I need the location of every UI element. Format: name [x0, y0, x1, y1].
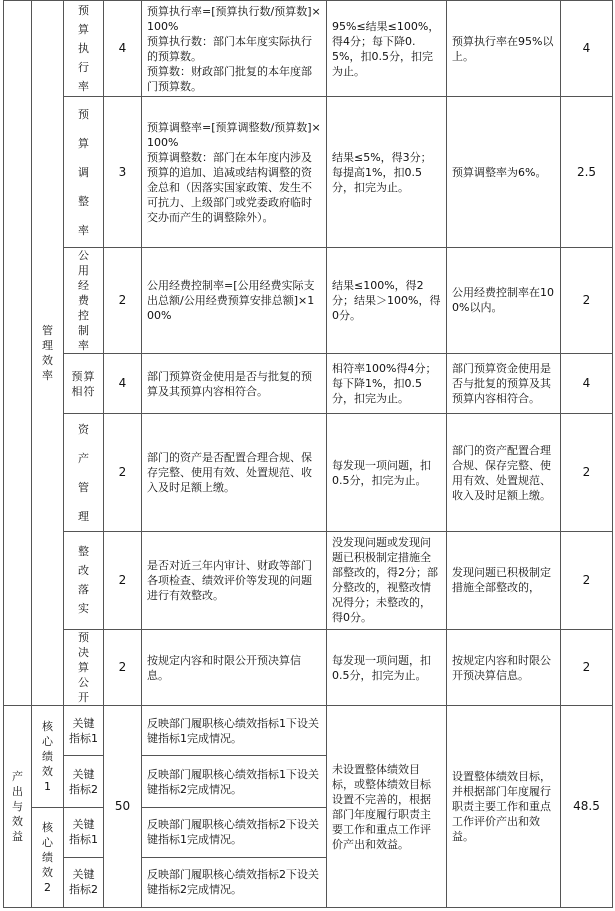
category-label: 管理效率 — [42, 324, 53, 383]
result-cell: 预算调整率为6%。 — [447, 97, 561, 247]
indicator-cell — [64, 414, 104, 531]
table-row — [4, 531, 613, 629]
key-indicator-cell: 关键指标1 — [64, 807, 104, 857]
scoring-cell: 每发现一项问题，扣0.5分，扣完为止。 — [327, 414, 447, 531]
indicator-label: 资产管理 — [78, 422, 89, 523]
indicator-label: 预算调整率 — [78, 107, 89, 237]
indicator-cell — [64, 97, 104, 247]
definition-text: 预算调整率=[预算调整数/预算数]×100% 预算调整数：部门在本年度内涉及预算的追加、追减或结构调整的资金总和（因落实国家政策、发生不可抗力、上级部门或党委政府临时交办而产生的调整除外）。 — [147, 120, 321, 224]
result-cell: 发现问题已积极制定措施全部整改的， — [447, 531, 561, 629]
score-cell: 2 — [561, 414, 613, 531]
definition-cell — [142, 1, 327, 97]
category-cell — [32, 1, 64, 706]
scoring-cell: 95%≤结果≤100%，得4分；每下降0.5%，扣0.5分，扣完为止。 — [327, 1, 447, 97]
table-row — [4, 706, 613, 756]
definition-cell: 反映部门履职核心绩效指标1下设关键指标1完成情况。 — [142, 706, 327, 756]
result-cell: 部门预算资金使用是否与批复的预算及其预算内容相符合。 — [447, 354, 561, 414]
table-row — [4, 414, 613, 531]
indicator-cell — [64, 247, 104, 353]
indicator-cell — [64, 1, 104, 97]
table-row — [4, 1, 613, 97]
definition-cell: 公用经费控制率=[公用经费实际支出总额/公用经费预算安排总额]×100% — [142, 247, 327, 353]
definition-cell: 是否对近三年内审计、财政等部门各项检查、绩效评价等发现的问题进行有效整改。 — [142, 531, 327, 629]
table-row — [4, 630, 613, 706]
table-row — [4, 97, 613, 247]
definition-cell: 按规定内容和时限公开预决算信息。 — [142, 630, 327, 706]
indicator-label: 整改落实 — [78, 545, 89, 616]
weight-cell: 2 — [104, 531, 142, 629]
weight-cell: 4 — [104, 1, 142, 97]
result-cell: 按规定内容和时限公开预决算信息。 — [447, 630, 561, 706]
definition-text: 预算执行率=[预算执行数/预算数]×100% 预算执行数：部门本年度实际执行的预算数。 预算数：财政部门批复的本年度部门预算数。 — [147, 4, 321, 93]
evaluation-table — [3, 0, 613, 908]
definition-cell: 部门的资产是否配置合理合规、保存完整、使用有效、处置规范、收入及时足额上缴。 — [142, 414, 327, 531]
scoring-cell: 结果≤5%，得3分；每提高1%，扣0.5分，扣完为止。 — [327, 97, 447, 247]
indicator-cell — [64, 531, 104, 629]
score-cell: 48.5 — [561, 706, 613, 908]
definition-cell: 部门预算资金使用是否与批复的预算及其预算内容相符合。 — [142, 354, 327, 414]
score-cell: 4 — [561, 1, 613, 97]
category-label: 产出与效益 — [12, 770, 23, 844]
key-indicator-cell: 关键指标2 — [64, 857, 104, 907]
indicator-label: 预决算公开 — [78, 631, 89, 705]
weight-cell: 3 — [104, 97, 142, 247]
group-label: 核心绩效2 — [42, 820, 53, 894]
scoring-cell: 结果≤100%，得2分；结果＞100%，得0分。 — [327, 247, 447, 353]
indicator-cell: 预算相符 — [64, 354, 104, 414]
definition-cell: 反映部门履职核心绩效指标1下设关键指标2完成情况。 — [142, 756, 327, 807]
key-indicator-cell: 关键指标1 — [64, 706, 104, 756]
weight-cell: 2 — [104, 414, 142, 531]
definition-cell: 反映部门履职核心绩效指标2下设关键指标2完成情况。 — [142, 857, 327, 907]
definition-cell — [142, 97, 327, 247]
table-row — [4, 247, 613, 353]
category-cell — [4, 706, 32, 908]
score-cell: 4 — [561, 354, 613, 414]
result-cell: 设置整体绩效目标，并根据部门年度履行职责主要工作和重点工作评价产出和效益。 — [447, 706, 561, 908]
score-cell: 2.5 — [561, 97, 613, 247]
indicator-label: 公用经费控制率 — [78, 248, 89, 352]
score-cell: 2 — [561, 531, 613, 629]
result-cell: 部门的资产配置合理合规、保存完整、使用有效、处置规范、收入及时足额上缴。 — [447, 414, 561, 531]
indicator-label: 预算执行率 — [78, 4, 89, 94]
group-cell — [32, 706, 64, 807]
table-row — [4, 354, 613, 414]
score-cell: 2 — [561, 630, 613, 706]
indicator-cell — [64, 630, 104, 706]
weight-cell: 4 — [104, 354, 142, 414]
group-label: 核心绩效1 — [42, 719, 53, 793]
score-cell: 2 — [561, 247, 613, 353]
weight-cell: 50 — [104, 706, 142, 908]
result-cell: 预算执行率在95%以上。 — [447, 1, 561, 97]
blank-cell — [4, 1, 32, 706]
scoring-cell: 没发现问题或发现问题已积极制定措施全部整改的，得2分；部分整改的，视整改情况得分；未整改的，得0分。 — [327, 531, 447, 629]
scoring-cell: 每发现一项问题，扣0.5分，扣完为止。 — [327, 630, 447, 706]
scoring-cell: 未设置整体绩效目标，或整体绩效目标设置不完善的，根据部门年度履行职责主要工作和重点工作评价产出和效益。 — [327, 706, 447, 908]
group-cell — [32, 807, 64, 907]
key-indicator-cell: 关键指标2 — [64, 756, 104, 807]
weight-cell: 2 — [104, 247, 142, 353]
scoring-cell: 相符率100%得4分；每下降1%，扣0.5分，扣完为止。 — [327, 354, 447, 414]
definition-cell: 反映部门履职核心绩效指标2下设关键指标1完成情况。 — [142, 807, 327, 857]
weight-cell: 2 — [104, 630, 142, 706]
result-cell: 公用经费控制率在100%以内。 — [447, 247, 561, 353]
